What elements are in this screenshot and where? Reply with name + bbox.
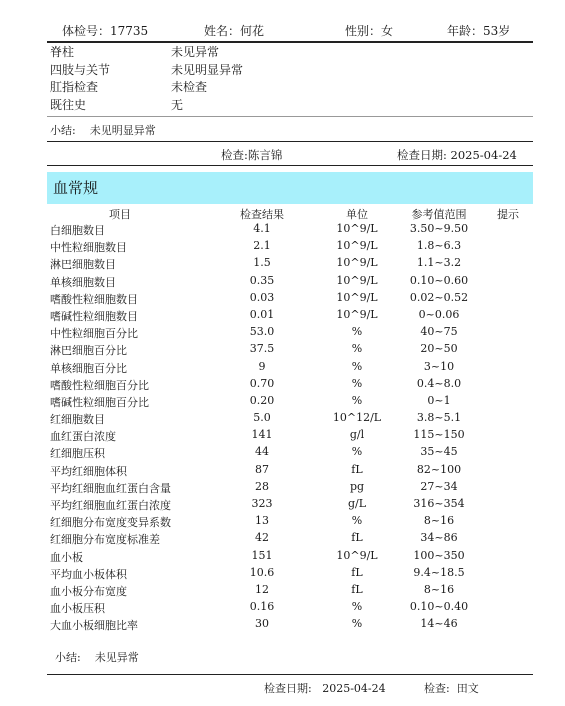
- row-item: 血小板: [50, 550, 83, 564]
- row-result: 0.35: [249, 273, 275, 287]
- name-value: 何花: [240, 24, 265, 38]
- row-unit: fL: [351, 565, 363, 579]
- table-row: [47, 325, 533, 342]
- row-item: 嗜酸性粒细胞数目: [50, 292, 138, 306]
- doctor-name: 田文: [456, 682, 479, 695]
- row-ref: 27~34: [420, 479, 458, 493]
- row-item: 淋巴细胞百分比: [50, 344, 127, 358]
- footer-divider: [47, 674, 533, 675]
- header-item: 项目: [109, 208, 131, 221]
- row-unit: 10^9/L: [336, 222, 378, 235]
- row-unit: fL: [351, 462, 363, 476]
- row-item: 红细胞数目: [50, 413, 105, 427]
- row-result: 1.5: [253, 256, 271, 270]
- doctor-label: 检查:: [221, 148, 248, 162]
- table-row: [47, 445, 533, 462]
- exam-row: [50, 61, 530, 79]
- row-result: 13: [255, 514, 269, 528]
- row-ref: 1.8~6.3: [416, 239, 462, 253]
- table-row: [47, 256, 533, 273]
- table-row: [47, 274, 533, 291]
- table-row: [47, 360, 533, 377]
- row-unit: 10^9/L: [336, 256, 378, 270]
- table-row: [47, 377, 533, 394]
- header-unit: 单位: [346, 208, 368, 221]
- date-label: 检查日期:: [264, 682, 312, 695]
- summary-label: 小结:: [55, 651, 81, 664]
- patient-age: [447, 22, 510, 39]
- table-body: [47, 222, 533, 635]
- table-row: [47, 549, 533, 566]
- row-item: 单核细胞数目: [50, 275, 116, 289]
- row-result: 10.6: [249, 565, 275, 579]
- row-ref: 100~350: [413, 548, 465, 562]
- row-unit: %: [351, 342, 363, 356]
- row-result: 0.70: [249, 376, 275, 390]
- row-unit: %: [351, 617, 363, 631]
- row-result: 141: [251, 428, 273, 442]
- row-unit: %: [351, 325, 363, 339]
- row-unit: %: [351, 376, 363, 390]
- exam-item: 四肢与关节: [50, 62, 111, 77]
- date-value: 2025-04-24: [322, 682, 386, 695]
- header-ref: 参考值范围: [411, 208, 467, 221]
- patient-name: [204, 22, 264, 39]
- row-result: 37.5: [249, 342, 275, 356]
- row-result: 0.16: [249, 600, 275, 614]
- sign-divider: [47, 165, 533, 166]
- row-result: 9: [258, 359, 266, 373]
- table-row: [47, 531, 533, 548]
- table-row: [47, 583, 533, 600]
- row-result: 87: [255, 462, 269, 476]
- table-row: [47, 308, 533, 325]
- table-row: [47, 222, 533, 239]
- row-ref: 0.02~0.52: [409, 290, 469, 304]
- row-result: 0.20: [249, 393, 275, 407]
- row-item: 平均红细胞体积: [50, 464, 127, 478]
- row-result: 42: [255, 531, 269, 545]
- row-result: 4.1: [253, 222, 271, 235]
- header-result: 检查结果: [240, 208, 284, 221]
- table-row: [47, 617, 533, 634]
- exam-date: [397, 147, 517, 163]
- row-item: 中性粒细胞数目: [50, 241, 127, 255]
- row-ref: 0.4~8.0: [416, 376, 462, 390]
- exam-row: [50, 43, 530, 61]
- row-item: 血小板压积: [50, 602, 105, 616]
- row-unit: 10^12/L: [332, 411, 382, 425]
- row-ref: 9.4~18.5: [413, 565, 465, 579]
- row-ref: 20~50: [420, 342, 458, 356]
- exam-item: 肛指检查: [50, 80, 99, 94]
- row-result: 0.01: [249, 307, 275, 321]
- row-item: 平均血小板体积: [50, 567, 127, 581]
- row-item: 单核细胞百分比: [50, 361, 127, 375]
- row-unit: g/l: [349, 428, 365, 442]
- row-unit: %: [351, 393, 363, 407]
- summary-text: 未见明显异常: [89, 124, 156, 137]
- row-item: 红细胞分布宽度变异系数: [50, 516, 171, 530]
- row-result: 323: [251, 497, 273, 510]
- exam-result: 未见异常: [171, 45, 220, 59]
- row-ref: 3.8~5.1: [416, 411, 462, 425]
- row-unit: fL: [351, 582, 363, 596]
- doctor-label: 检查:: [424, 682, 450, 695]
- table-row: [47, 291, 533, 308]
- row-ref: 82~100: [416, 462, 462, 476]
- table-row: [47, 480, 533, 497]
- row-unit: fL: [351, 531, 363, 545]
- row-unit: %: [351, 514, 363, 528]
- row-ref: 3~10: [423, 359, 455, 373]
- date-label: 检查日期:: [397, 148, 447, 162]
- name-label: 姓名：: [204, 24, 241, 38]
- blood-summary: [55, 649, 139, 665]
- exam-item: 既往史: [50, 97, 87, 112]
- row-result: 0.03: [249, 290, 275, 304]
- summary-label: 小结:: [50, 124, 76, 137]
- exam-row: [50, 78, 530, 96]
- row-item: 嗜碱性粒细胞数目: [50, 309, 138, 323]
- row-item: 红细胞分布宽度标准差: [50, 533, 160, 547]
- age-label: 年龄：: [447, 24, 484, 38]
- exam-summary: [50, 122, 156, 138]
- table-row: [47, 566, 533, 583]
- exam-result: 未检查: [171, 80, 208, 94]
- summary-divider: [47, 141, 533, 142]
- row-item: 红细胞压积: [50, 447, 105, 461]
- row-ref: 3.50~9.50: [409, 222, 469, 235]
- row-result: 30: [255, 617, 269, 631]
- patient-sex: [345, 22, 393, 39]
- patient-header: [47, 14, 533, 42]
- blood-exam-doctor: [424, 680, 479, 696]
- table-row: [47, 239, 533, 256]
- section-title: 血常规: [47, 172, 533, 204]
- exam-row: [50, 96, 530, 114]
- row-item: 嗜碱性粒细胞百分比: [50, 395, 149, 409]
- row-result: 53.0: [249, 325, 275, 339]
- row-item: 大血小板细胞比率: [50, 619, 138, 633]
- row-ref: 0.10~0.40: [409, 600, 469, 614]
- exam-result: 无: [171, 97, 184, 112]
- row-result: 2.1: [253, 239, 271, 253]
- table-row: [47, 463, 533, 480]
- row-unit: %: [351, 359, 363, 373]
- table-row: [47, 411, 533, 428]
- row-item: 中性粒细胞百分比: [50, 327, 138, 341]
- sex-label: 性别：: [345, 24, 382, 38]
- row-result: 12: [255, 582, 269, 596]
- row-unit: %: [351, 600, 363, 614]
- row-item: 血红蛋白浓度: [50, 430, 116, 444]
- row-result: 44: [255, 445, 269, 459]
- row-unit: %: [351, 445, 363, 459]
- row-unit: pg: [349, 479, 365, 493]
- physical-exam-list: [50, 43, 530, 113]
- row-ref: 1.1~3.2: [416, 256, 462, 270]
- table-row: [47, 394, 533, 411]
- exam-id: [62, 22, 148, 39]
- row-unit: g/L: [347, 497, 367, 510]
- exam-id-value: 17735: [110, 24, 149, 38]
- row-item: 平均红细胞血红蛋白浓度: [50, 499, 171, 512]
- row-item: 嗜酸性粒细胞百分比: [50, 378, 149, 392]
- row-result: 5.0: [253, 411, 271, 425]
- doctor-name: 陈言锦: [247, 148, 283, 162]
- row-ref: 316~354: [413, 497, 465, 510]
- exam-doctor: [221, 147, 282, 163]
- age-value: 53岁: [483, 24, 511, 38]
- header-hint: 提示: [497, 208, 519, 221]
- blood-routine-table: [47, 206, 533, 635]
- blood-exam-date: [264, 680, 386, 696]
- row-ref: 0.10~0.60: [409, 273, 469, 287]
- row-result: 151: [251, 548, 273, 562]
- date-value: 2025-04-24: [450, 148, 517, 162]
- table-row: [47, 428, 533, 445]
- row-ref: 115~150: [413, 428, 465, 442]
- summary-text: 未见异常: [94, 651, 139, 664]
- table-header: [47, 206, 533, 222]
- row-ref: 8~16: [423, 514, 455, 528]
- row-item: 血小板分布宽度: [50, 584, 127, 598]
- table-row: [47, 497, 533, 514]
- table-row: [47, 600, 533, 617]
- row-ref: 35~45: [420, 445, 458, 459]
- row-unit: 10^9/L: [336, 290, 378, 304]
- row-unit: 10^9/L: [336, 273, 378, 287]
- sex-value: 女: [381, 24, 394, 38]
- exam-item: 脊柱: [50, 45, 75, 59]
- row-ref: 14~46: [420, 617, 458, 631]
- exam-id-label: 体检号：: [62, 24, 111, 38]
- row-item: 白细胞数目: [50, 224, 105, 237]
- row-ref: 34~86: [420, 531, 458, 545]
- exam-divider: [47, 116, 533, 117]
- row-item: 淋巴细胞数目: [50, 258, 116, 272]
- row-unit: 10^9/L: [336, 307, 378, 321]
- row-ref: 40~75: [420, 325, 458, 339]
- table-row: [47, 514, 533, 531]
- row-ref: 8~16: [423, 582, 455, 596]
- row-ref: 0~1: [427, 393, 451, 407]
- row-unit: 10^9/L: [336, 548, 378, 562]
- row-item: 平均红细胞血红蛋白含量: [50, 481, 171, 495]
- row-ref: 0~0.06: [418, 307, 460, 321]
- row-result: 28: [255, 479, 269, 493]
- row-unit: 10^9/L: [336, 239, 378, 253]
- table-row: [47, 342, 533, 359]
- exam-result: 未见明显异常: [171, 62, 244, 77]
